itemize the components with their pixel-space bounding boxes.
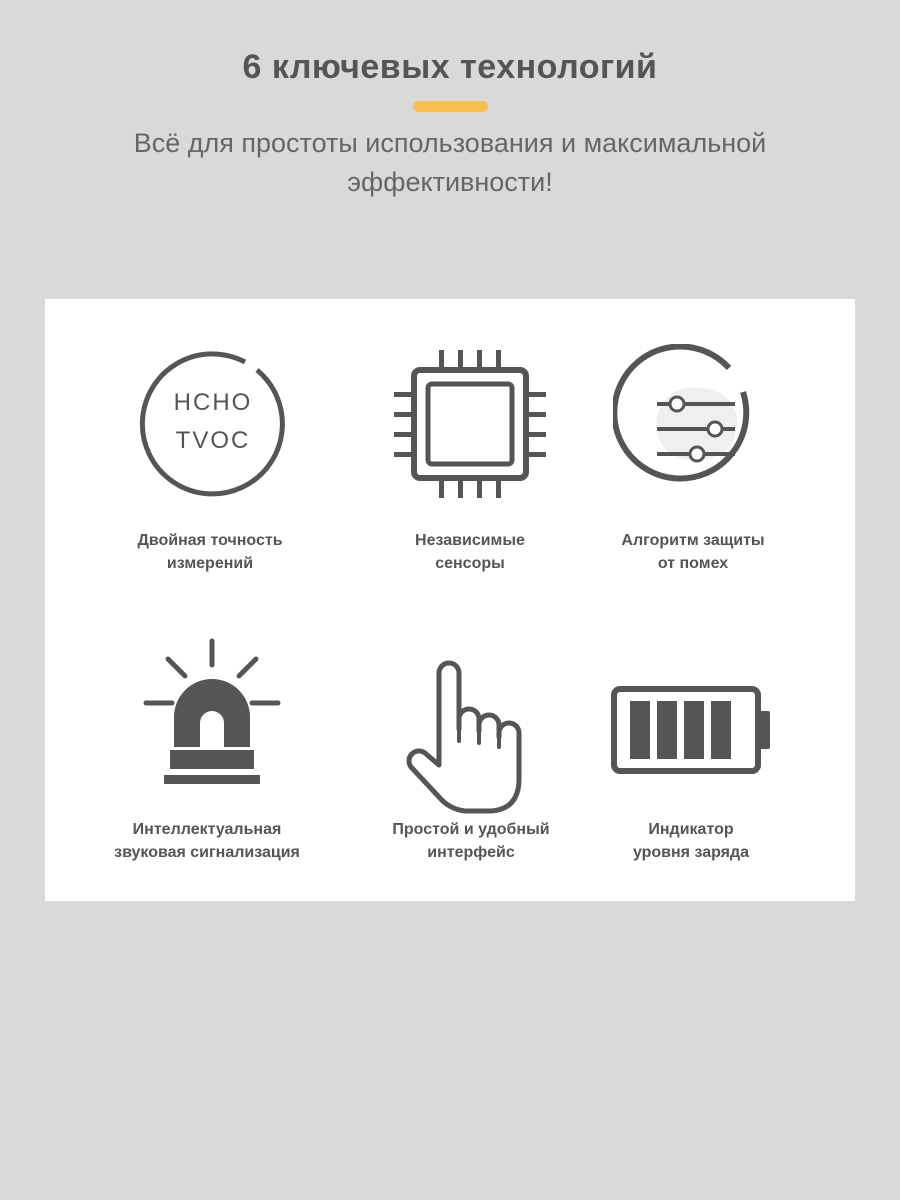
hcho-text: HCHO xyxy=(173,389,253,416)
chip-icon xyxy=(390,344,550,504)
feature-battery-indicator xyxy=(561,635,821,875)
feature-label-line-1: Независимые xyxy=(415,532,525,549)
subtitle-line-1: Всё для простоты использования и максимальной xyxy=(133,128,767,158)
battery-icon xyxy=(606,681,786,781)
feature-label-line-2: измерений xyxy=(166,555,254,572)
sliders-icon xyxy=(613,344,773,504)
siren-icon xyxy=(132,635,292,795)
feature-label-line-1: Интеллектуальная xyxy=(132,821,282,838)
feature-label-line-1: Индикатор xyxy=(648,821,734,838)
feature-label xyxy=(80,529,340,575)
feature-label-line-2: от помех xyxy=(657,555,729,572)
feature-label xyxy=(563,529,823,575)
feature-label-line-1: Алгоритм защиты xyxy=(621,532,765,549)
hcho-tvoc-icon xyxy=(130,344,290,504)
feature-label-line-1: Простой и удобный xyxy=(392,821,550,838)
feature-interference-protection xyxy=(563,344,823,584)
page-subtitle xyxy=(100,124,800,202)
title-accent-bar xyxy=(413,101,488,112)
subtitle-line-2: эффективности! xyxy=(347,167,553,197)
feature-label xyxy=(77,818,337,864)
feature-sound-alarm xyxy=(77,635,337,875)
page-title: 6 ключевых технологий xyxy=(242,48,658,86)
feature-label-line-1: Двойная точность xyxy=(137,532,283,549)
feature-dual-accuracy xyxy=(80,344,340,584)
feature-label-line-2: интерфейс xyxy=(427,844,515,861)
tvoc-text: TVOC xyxy=(175,427,251,454)
feature-independent-sensors xyxy=(340,344,600,584)
feature-label-line-2: звуковая сигнализация xyxy=(114,844,300,861)
feature-label-line-2: уровня заряда xyxy=(632,844,750,861)
pointing-hand-icon xyxy=(391,659,551,829)
feature-label xyxy=(561,818,821,864)
features-panel xyxy=(45,299,855,901)
feature-label xyxy=(340,529,600,575)
feature-label-line-2: сенсоры xyxy=(435,555,505,572)
